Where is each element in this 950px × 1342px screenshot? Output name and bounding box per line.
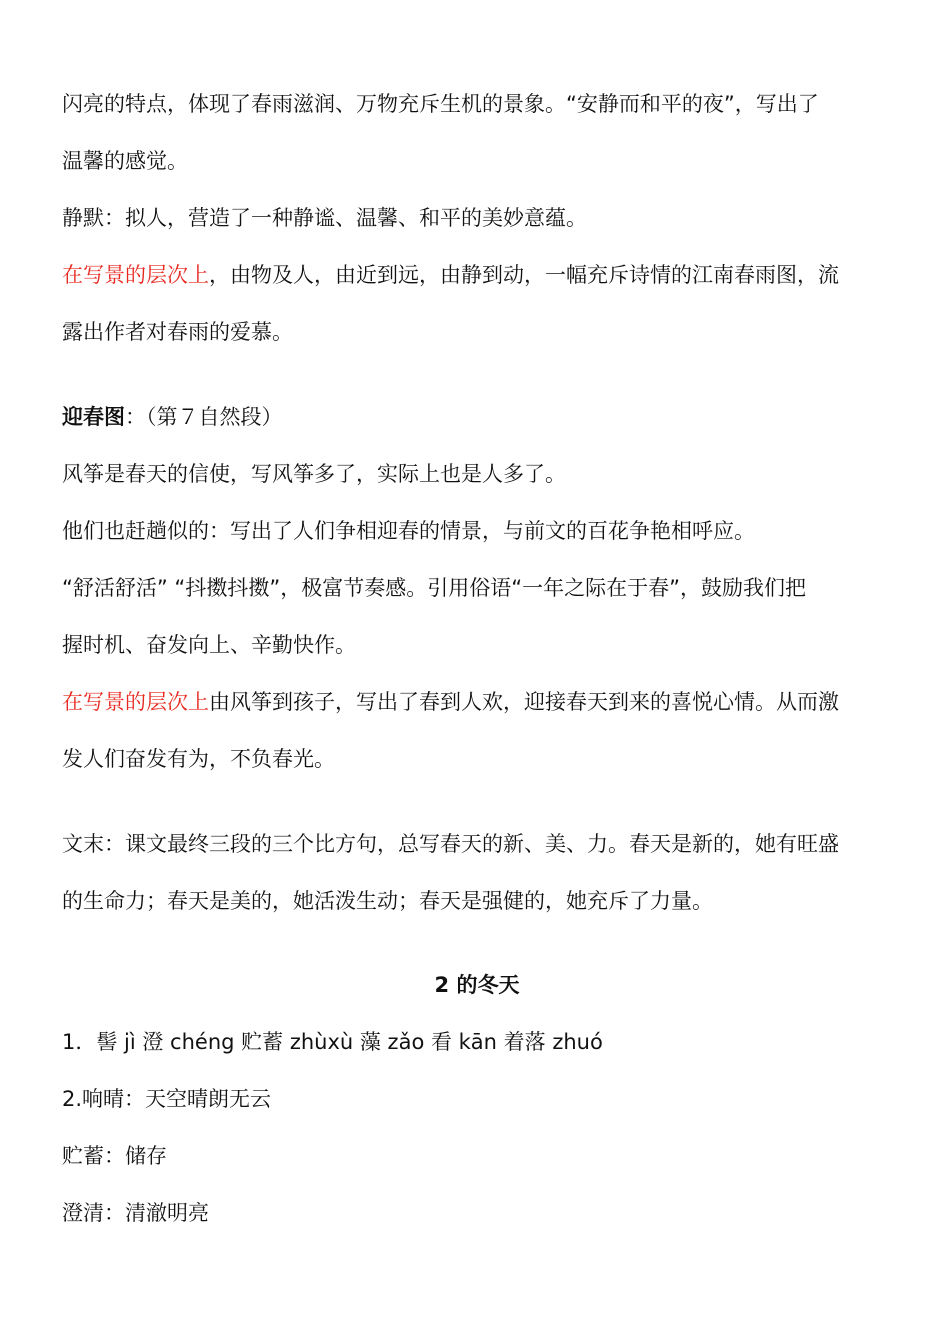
paragraph-line: 发人们奋发有为，不负春光。 <box>62 747 335 771</box>
vocab-line: 澄清：清澈明亮 <box>62 1201 209 1225</box>
paragraph-line: 握时机、奋发向上、辛勤快作。 <box>62 633 356 657</box>
vocab-line: 2.响晴：天空晴朗无云 <box>62 1087 272 1111</box>
paragraph-line: 风筝是春天的信使，写风筝多了，实际上也是人多了。 <box>62 462 566 486</box>
paragraph-line: 文末：课文最终三段的三个比方句，总写春天的新、美、力。春天是新的，她有旺盛 <box>62 832 839 856</box>
paragraph-text: 由风筝到孩子，写出了春到人欢，迎接春天到来的喜悦心情。从而激 <box>209 690 839 714</box>
paragraph-line: “舒活舒活” “抖擞抖擞”，极富节奏感。引用俗语“一年之际在于春”，鼓励我们把 <box>62 576 806 600</box>
paragraph-line <box>62 260 892 290</box>
paragraph-line: 静默：拟人，营造了一种静谧、温馨、和平的美妙意蕴。 <box>62 206 587 230</box>
paragraph-line <box>62 687 892 717</box>
heading-rest: ：（第７自然段） <box>125 405 283 429</box>
section-heading <box>62 402 892 432</box>
paragraph-line: 闪亮的特点，体现了春雨滋润、万物充斥生机的景象。“安静而和平的夜”，写出了 <box>62 92 819 116</box>
highlight-text: 在写景的层次上 <box>62 690 209 714</box>
highlight-text: 在写景的层次上 <box>62 263 209 287</box>
paragraph-line: 他们也赶趟似的：写出了人们争相迎春的情景，与前文的百花争艳相呼应。 <box>62 519 755 543</box>
paragraph-text: ，由物及人，由近到远，由静到动，一幅充斥诗情的江南春雨图，流 <box>209 263 839 287</box>
paragraph-line: 的生命力；春天是美的，她活泼生动；春天是强健的，她充斥了力量。 <box>62 889 713 913</box>
vocab-line: 贮蓄：储存 <box>62 1144 167 1168</box>
paragraph-line: 温馨的感觉。 <box>62 149 188 173</box>
lesson-title: 2 的冬天 <box>434 973 520 997</box>
vocab-line: 1．髻 jì 澄 chéng 贮蓄 zhùxù 藻 zǎo 看 kān 着落 zhuó <box>62 1030 603 1054</box>
heading-bold: 迎春图 <box>62 405 125 429</box>
paragraph-line: 露出作者对春雨的爱慕。 <box>62 320 293 344</box>
